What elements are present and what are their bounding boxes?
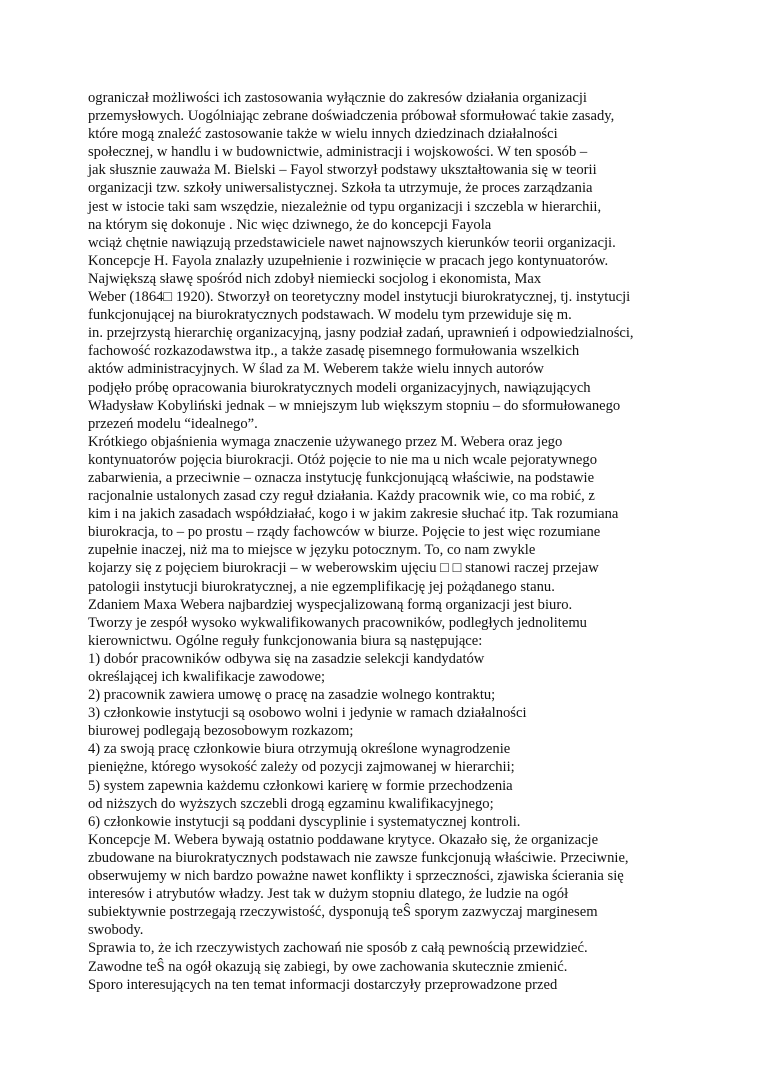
text-line: ograniczał możliwości ich zastosowania wyłącznie do zakresów działania organizacji	[88, 90, 587, 106]
text-line: kojarzy się z pojęciem biurokracji – w weberowskim ujęciu □ □ stanowi raczej przejaw	[88, 560, 599, 577]
text-line: od niższych do wyższych szczebli drogą egzaminu kwalifikacyjnego;	[88, 795, 494, 812]
text-line: interesów i atrybutów władzy. Jest tak w dużym stopniu dlatego, że ludzie na ogół	[88, 886, 569, 903]
text-line: biurowej podlegają bezosobowym rozkazom;	[88, 723, 354, 740]
text-line: które mogą znaleźć zastosowanie także w wielu innych dziedzinach działalności	[88, 126, 558, 143]
text-line: Zawodne teŜ na ogół okazują się zabiegi, by owe zachowania skutecznie zmienić.	[88, 958, 568, 975]
text-line: jest w istocie taki sam wszędzie, niezależnie od typu organizacji i szczebla w hierarchii,	[88, 198, 602, 215]
text-line: biurokracja, to – po prostu – rządy fachowców w biurze. Pojęcie to jest więc rozumiane	[88, 524, 601, 541]
text-line: społecznej, w handlu i w budownictwie, administracji i wojskowości. W ten sposób –	[88, 144, 588, 161]
text-line: przezeń modelu “idealnego”.	[88, 415, 258, 432]
text-line: Sprawia to, że ich rzeczywistych zachowań nie sposób z całą pewnością przewidzieć.	[88, 940, 588, 957]
text-line: określającej ich kwalifikacje zawodowe;	[88, 669, 326, 685]
text-line: Zdaniem Maxa Webera najbardziej wyspecjalizowaną formą organizacji jest biuro.	[88, 596, 573, 613]
text-line: Tworzy je zespół wysoko wykwalifikowanych pracowników, podległych jednolitemu	[88, 614, 587, 631]
text-line: patologii instytucji biurokratycznej, a nie egzemplifikację jej pożądanego stanu.	[88, 578, 555, 595]
text-line: pieniężne, którego wysokość zależy od pozycji zajmowanej w hierarchii;	[88, 759, 515, 776]
text-line: kierownictwu. Ogólne reguły funkcjonowania biura są następujące:	[88, 632, 483, 649]
text-line: 5) system zapewnia każdemu członkowi karierę w formie przechodzenia	[88, 777, 513, 794]
text-line: Władysław Kobyliński jednak – w mniejszym lub większym stopniu – do sformułowanego	[88, 397, 621, 414]
text-line: Koncepcje M. Webera bywają ostatnio poddawane krytyce. Okazało się, że organizacje	[88, 831, 599, 848]
text-line: kontynuatorów pojęcia biurokracji. Otóż pojęcie to nie ma u nich wcale pejoratywnego	[88, 451, 597, 468]
text-line: na którym się dokonuje . Nic więc dziwnego, że do koncepcji Fayola	[88, 216, 492, 233]
text-line: 4) za swoją pracę członkowie biura otrzymują określone wynagrodzenie	[88, 741, 511, 758]
text-line: 3) członkowie instytucji są osobowo wolni i jedynie w ramach działalności	[88, 705, 527, 722]
text-line: in. przejrzystą hierarchię organizacyjną, jasny podział zadań, uprawnień i odpowiedzialności,	[88, 325, 634, 342]
text-line: aktów administracyjnych. W ślad za M. Weberem także wielu innych autorów	[88, 361, 544, 378]
text-line: zbudowane na biurokratycznych podstawach nie zawsze funkcjonują właściwie. Przeciwnie,	[88, 849, 629, 866]
text-line: fachowość rozkazodawstwa itp., a także zasadę pisemnego formułowania wszelkich	[88, 343, 580, 360]
text-line: zabarwienia, a przeciwnie – oznacza instytucję funkcjonującą właściwie, na podstawie	[88, 469, 595, 486]
text-line: Największą sławę spośród nich zdobył niemiecki socjolog i ekonomista, Max	[88, 270, 542, 287]
text-line: Koncepcje H. Fayola znalazły uzupełnienie i rozwinięcie w pracach jego kontynuatorów.	[88, 252, 609, 269]
text-line: wciąż chętnie nawiązują przedstawiciele nawet najnowszych kierunków teorii organizacji.	[88, 234, 616, 251]
text-line: przemysłowych. Uogólniając zebrane doświadczenia próbował sformułować takie zasady,	[88, 108, 615, 125]
body-text	[88, 89, 708, 994]
text-line: Krótkiego objaśnienia wymaga znaczenie używanego przez M. Webera oraz jego	[88, 433, 563, 450]
text-line: funkcjonującej na biurokratycznych podstawach. W modelu tym przewiduje się m.	[88, 307, 572, 324]
text-line: racjonalnie ustalonych zasad czy reguł działania. Każdy pracownik wie, co ma robić, z	[88, 488, 595, 505]
text-line: Sporo interesujących na ten temat informacji dostarczyły przeprowadzone przed	[88, 976, 558, 993]
text-line: obserwujemy w nich bardzo poważne nawet konflikty i sprzeczności, zjawiska ścierania się	[88, 868, 624, 885]
text-line: Weber (1864□ 1920). Stworzył on teoretyczny model instytucji biurokratycznej, tj. instytucji	[88, 289, 631, 306]
text-line: 2) pracownik zawiera umowę o pracę na zasadzie wolnego kontraktu;	[88, 687, 496, 704]
text-line: jak słusznie zauważa M. Bielski – Fayol stworzył podstawy ukształtowania się w teorii	[88, 162, 597, 179]
text-line: zupełnie inaczej, niż ma to miejsce w języku potocznym. To, co nam zwykle	[88, 542, 536, 559]
text-line: swobody.	[88, 922, 144, 939]
text-line: podjęło próbę opracowania biurokratycznych modeli organizacyjnych, nawiązujących	[88, 379, 591, 396]
text-line: kim i na jakich zasadach współdziałać, kogo i w jakim zakresie słuchać itp. Tak rozumiana	[88, 506, 619, 523]
text-line: 1) dobór pracowników odbywa się na zasadzie selekcji kandydatów	[88, 650, 485, 667]
text-line: organizacji tzw. szkoły uniwersalistycznej. Szkoła ta utrzymuje, że proces zarządzania	[88, 180, 593, 197]
text-line: subiektywnie postrzegają rzeczywistość, dysponują teŜ sporym zazwyczaj marginesem	[88, 904, 598, 921]
text-line: 6) członkowie instytucji są poddani dyscyplinie i systematycznej kontroli.	[88, 813, 521, 830]
